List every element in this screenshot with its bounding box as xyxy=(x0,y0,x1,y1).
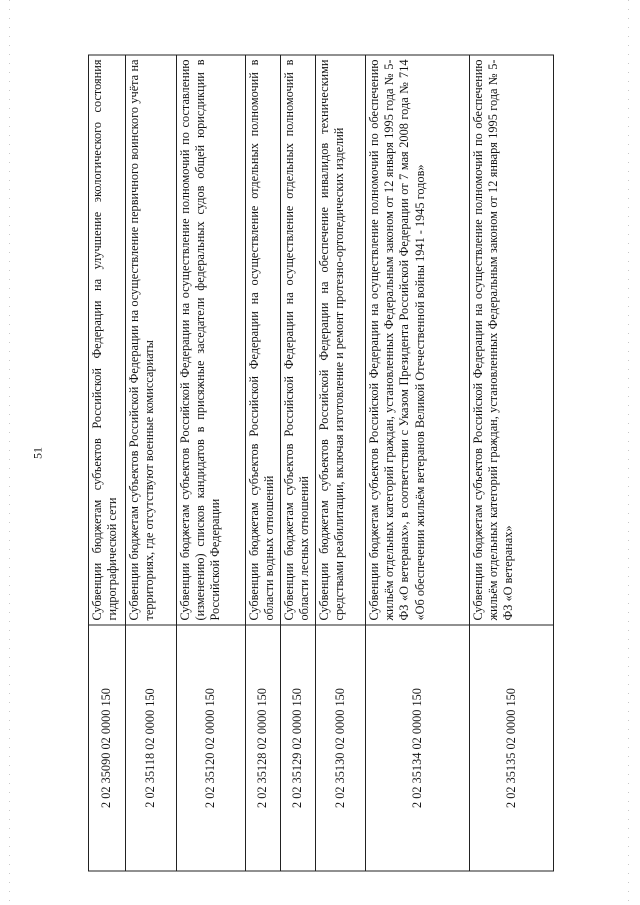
scan-edge-left xyxy=(9,0,10,905)
subventions-table xyxy=(88,54,554,871)
table-row xyxy=(88,55,125,871)
budget-code: 2 02 35134 02 0000 150 xyxy=(365,625,469,871)
budget-code: 2 02 35135 02 0000 150 xyxy=(469,625,553,871)
budget-code: 2 02 35130 02 0000 150 xyxy=(315,625,365,871)
subvention-description: Субвенции бюджетам субъектов Российской Федерации на осуществление первичного воинского учёта на территориях, где отсутствуют военные комиссариаты xyxy=(125,55,176,625)
table-row xyxy=(176,55,245,871)
subvention-description: Субвенции бюджетам субъектов Российской Федерации на осуществление полномочий по обеспечению жильём отдельных категорий граждан, установленных Федеральным законом от 12 января 1995 года № 5-ФЗ «О ветеранах», в соответствии с Указом Президента Российской Федерации от 7 мая 2008 года № 714 «Об обеспечении жильём ветеранов Великой Отечественной войны 1941 - 1945 годов» xyxy=(365,55,469,625)
budget-code: 2 02 35118 02 0000 150 xyxy=(125,625,176,871)
subvention-description: Субвенции бюджетам субъектов Российской Федерации на осуществление отдельных полномочий в области водных отношений xyxy=(245,55,280,625)
table-row xyxy=(245,55,280,871)
table-row xyxy=(125,55,176,871)
table-wrapper xyxy=(88,54,553,871)
subvention-description: Субвенции бюджетам субъектов Российской Федерации на осуществление полномочий по обеспечению жильём отдельных категорий граждан, установленных Федеральным законом от 12 января 1995 года № 5-ФЗ «О ветеранах» xyxy=(469,55,553,625)
budget-code: 2 02 35090 02 0000 150 xyxy=(88,625,125,871)
page-number: 51 xyxy=(30,447,45,459)
budget-code: 2 02 35120 02 0000 150 xyxy=(176,625,245,871)
table-row xyxy=(315,55,365,871)
subvention-description: Субвенции бюджетам субъектов Российской Федерации на осуществление отдельных полномочий в области лесных отношений xyxy=(280,55,315,625)
scan-edge-right xyxy=(628,0,629,905)
subvention-description: Субвенции бюджетам субъектов Российской Федерации на осуществление полномочий по составлению (изменению) списков кандидатов в присяжные заседатели федеральных судов общей юрисдикции в Российской Федерации xyxy=(176,55,245,625)
subvention-description: Субвенции бюджетам субъектов Российской Федерации на улучшение экологического состояния гидрографической сети xyxy=(88,55,125,625)
table-row xyxy=(365,55,469,871)
subvention-description: Субвенции бюджетам субъектов Российской Федерации на обеспечение инвалидов техническими средствами реабилитации, включая изготовление и ремонт протезно-ортопедических изделий xyxy=(315,55,365,625)
budget-code: 2 02 35128 02 0000 150 xyxy=(245,625,280,871)
table-row xyxy=(469,55,553,871)
table-row xyxy=(280,55,315,871)
budget-code: 2 02 35129 02 0000 150 xyxy=(280,625,315,871)
